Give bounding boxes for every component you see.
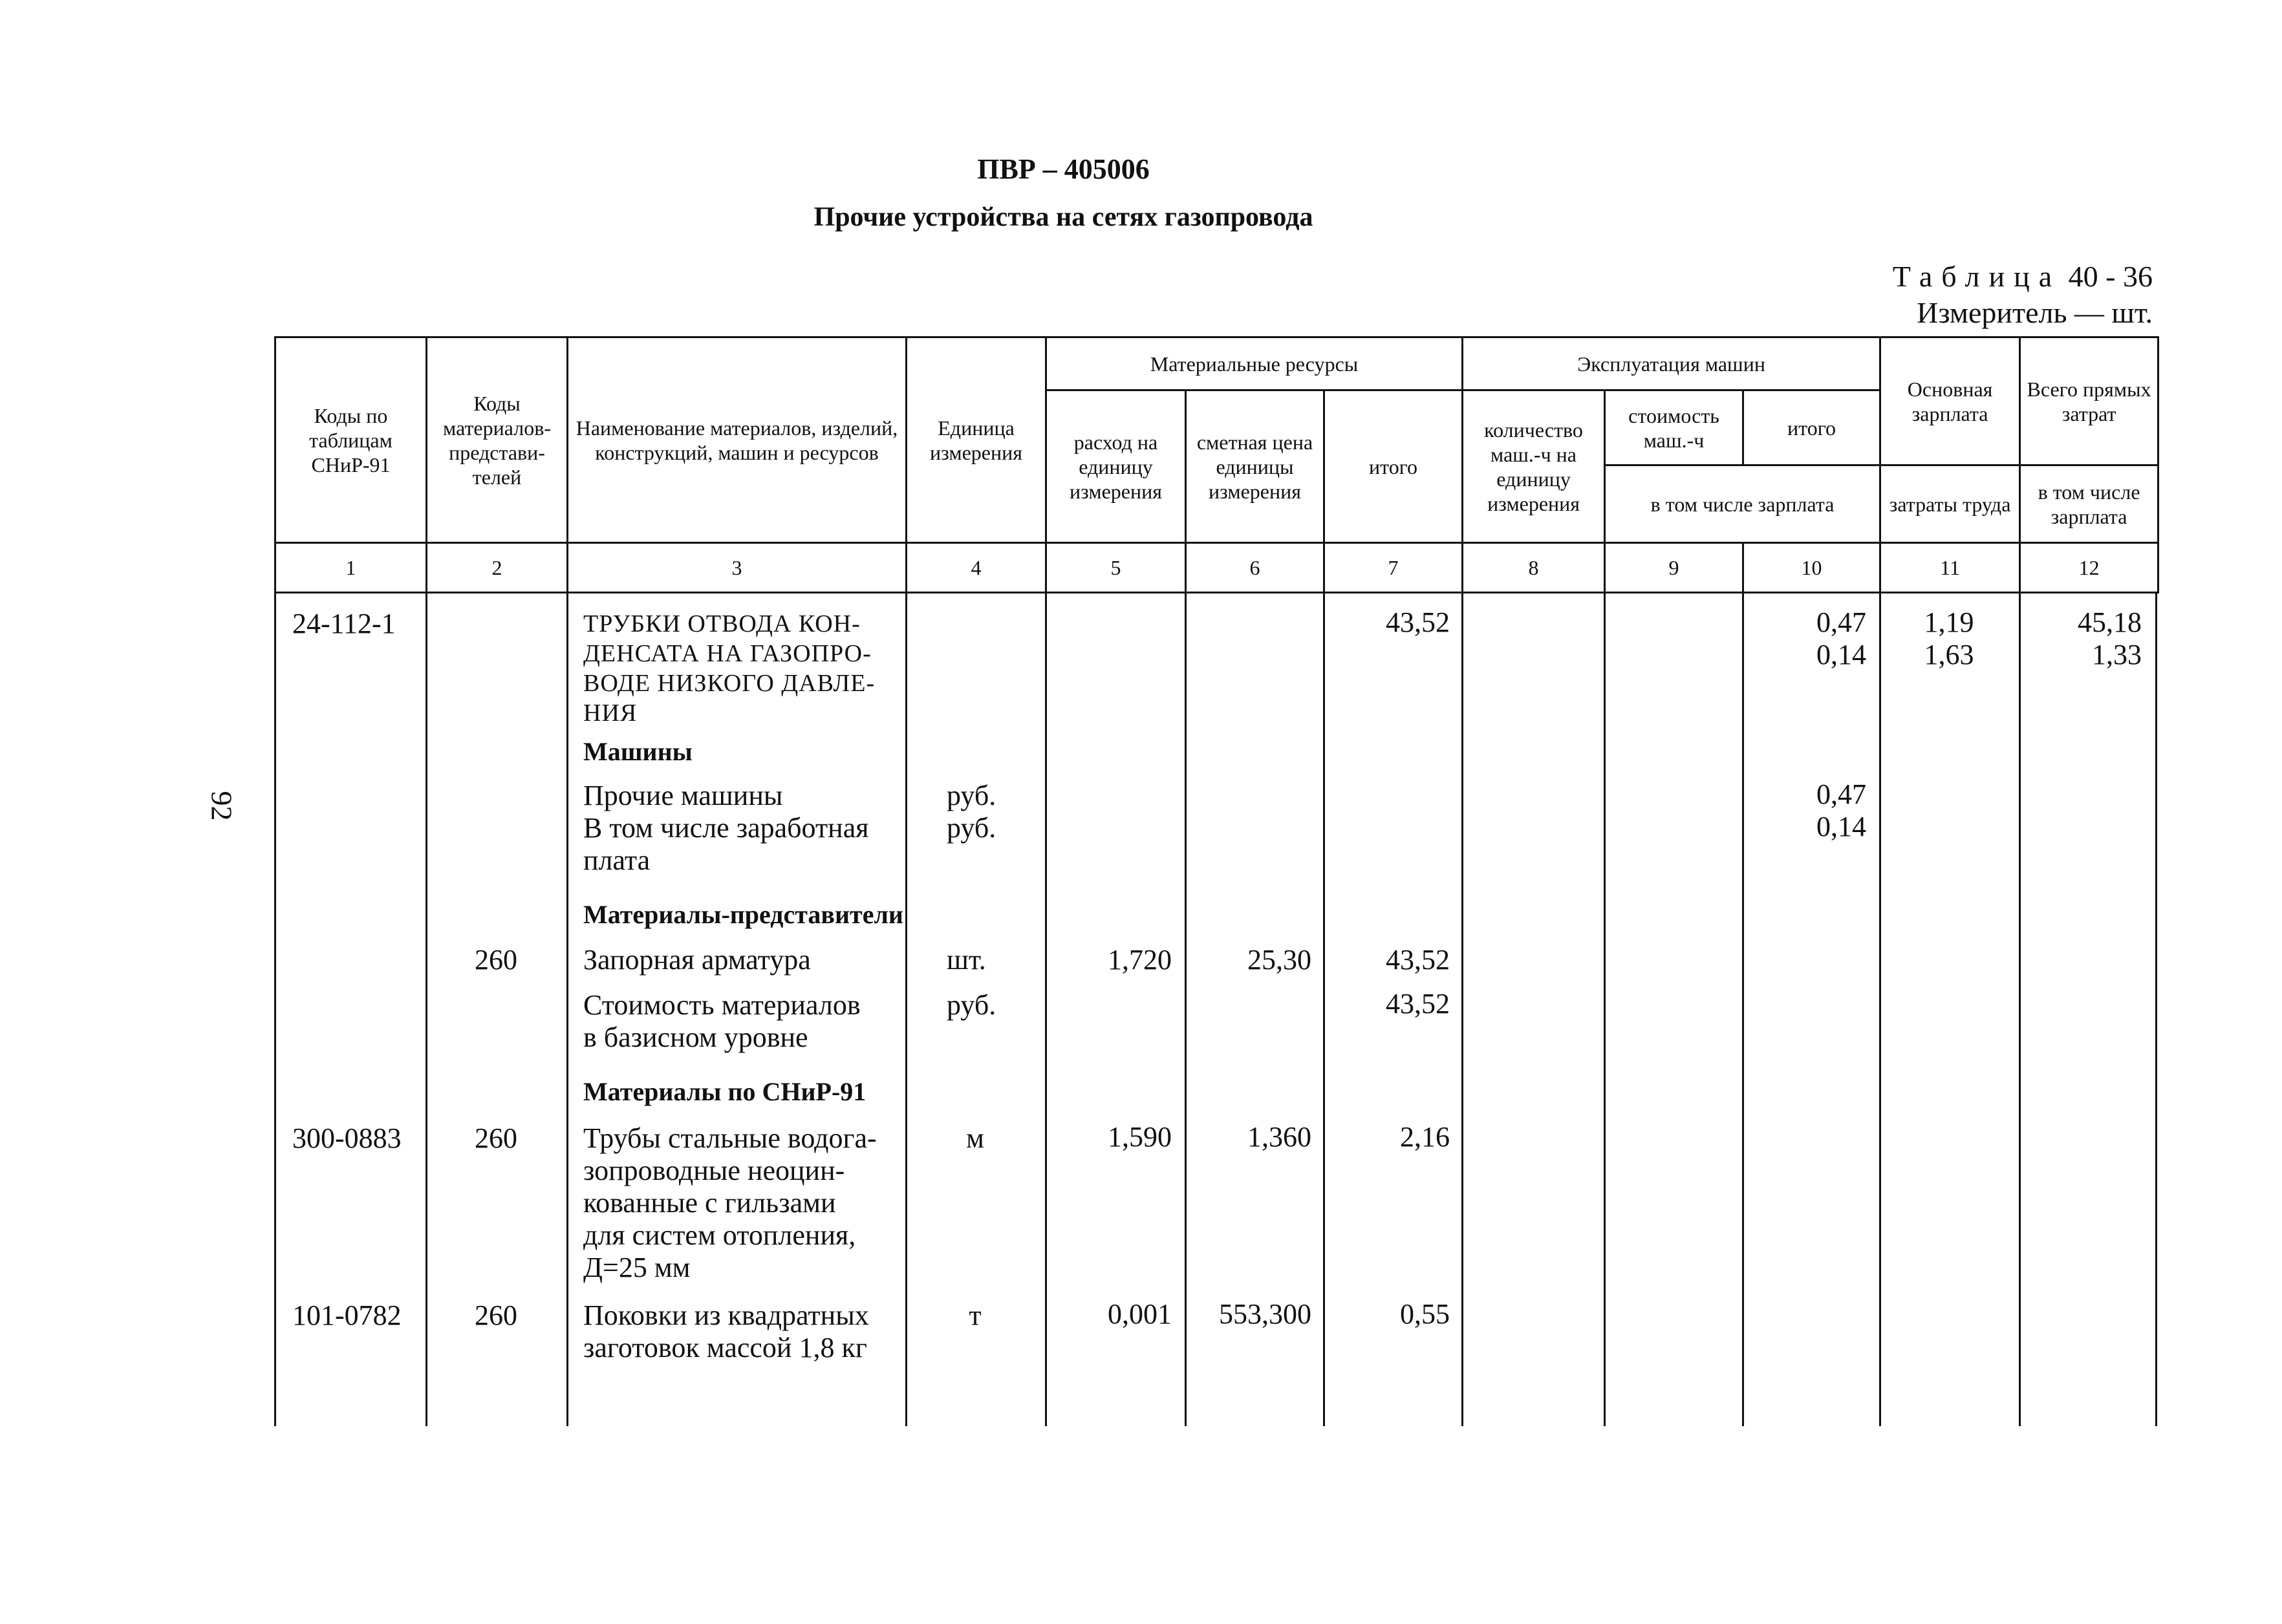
row-materials-cost-name: Стоимость материалов в базисном уровне bbox=[583, 989, 861, 1053]
row-machines-name: Прочие машины В том числе заработная плата bbox=[583, 780, 869, 876]
header-direct-salary: в том числе зарплата bbox=[2020, 465, 2158, 543]
row-forgings-code: 101-0782 bbox=[292, 1299, 402, 1331]
header-machine-salary: в том числе зарплата bbox=[1605, 465, 1880, 543]
header-machine-hours: количество маш.-ч на единицу измерения bbox=[1463, 390, 1605, 543]
column-rule bbox=[2019, 592, 2021, 1426]
column-number: 3 bbox=[568, 543, 907, 593]
column-number: 5 bbox=[1046, 543, 1186, 593]
row-forgings-name: Поковки из квадратных заготовок массой 1,8 кг bbox=[583, 1299, 869, 1363]
row-pipes-unit: м bbox=[966, 1122, 984, 1154]
header-machine-operation: Эксплуатация машин bbox=[1463, 337, 1880, 390]
column-rule bbox=[1742, 592, 1744, 1426]
document-code: ПВР – 405006 bbox=[977, 153, 1150, 185]
row-pipes-rep-code: 260 bbox=[475, 1122, 517, 1154]
row-valves-price: 25,30 bbox=[1247, 944, 1311, 976]
column-number: 7 bbox=[1324, 543, 1463, 593]
column-rule bbox=[274, 592, 276, 1426]
header-base-salary: Основная зарплата bbox=[1880, 337, 2020, 465]
row-pipes-qty: 1,590 bbox=[1108, 1121, 1172, 1153]
row-forgings-rep-code: 260 bbox=[475, 1299, 517, 1331]
column-rule bbox=[1461, 592, 1463, 1426]
column-number: 11 bbox=[1880, 543, 2020, 593]
header-unit: Единица измерения bbox=[907, 337, 1046, 543]
header-labor-costs: затраты труда bbox=[1880, 465, 2020, 543]
table-caption bbox=[1893, 259, 2153, 331]
header-snir-codes: Коды по таблицам СНиР-91 bbox=[275, 337, 427, 543]
row-machines-total: 0,47 0,14 bbox=[1816, 778, 1866, 842]
row-valves-total: 43,52 bbox=[1386, 944, 1450, 976]
header-consumption-per-unit: расход на единицу измерения bbox=[1046, 390, 1186, 543]
header-machines-total: итого bbox=[1743, 390, 1880, 465]
column-number: 12 bbox=[2020, 543, 2158, 593]
column-rule bbox=[1604, 592, 1606, 1426]
row-materials-cost-total: 43,52 bbox=[1386, 988, 1450, 1020]
column-rule bbox=[566, 592, 568, 1426]
column-number: 8 bbox=[1463, 543, 1605, 593]
row-valves-name: Запорная арматура bbox=[583, 944, 811, 976]
column-number: 9 bbox=[1605, 543, 1743, 593]
row-forgings-qty: 0,001 bbox=[1108, 1298, 1172, 1330]
header-materials-total: итого bbox=[1324, 390, 1463, 543]
header-rep-codes: Коды материалов-представи-телей bbox=[427, 337, 568, 543]
table-label-word: Таблица bbox=[1892, 260, 2061, 293]
row-forgings-price: 553,300 bbox=[1219, 1298, 1311, 1330]
table-number: 40 - 36 bbox=[2068, 260, 2153, 293]
document-title: Прочие устройства на сетях газопровода bbox=[813, 202, 1313, 232]
section-machines-heading: Машины bbox=[583, 737, 693, 766]
column-rule bbox=[2155, 592, 2157, 1426]
column-number: 6 bbox=[1186, 543, 1324, 593]
row-item-name: ТРУБКИ ОТВОДА КОН- ДЕНСАТА НА ГАЗОПРО- ВОДЕ НИЗКОГО ДАВЛЕ- НИЯ bbox=[583, 610, 876, 727]
table-number-line bbox=[1893, 259, 2153, 295]
page-number: 92 bbox=[205, 791, 239, 821]
row-valves-rep-code: 260 bbox=[475, 944, 517, 976]
column-rule bbox=[1879, 592, 1881, 1426]
header-machine-hour-cost: стоимость маш.-ч bbox=[1605, 390, 1743, 465]
column-number: 1 bbox=[275, 543, 427, 593]
column-number: 2 bbox=[427, 543, 568, 593]
row-pipes-total: 2,16 bbox=[1400, 1121, 1450, 1153]
row-forgings-unit: т bbox=[969, 1299, 982, 1331]
row-machines-unit: руб. руб. bbox=[947, 780, 996, 844]
section-materials-snir-heading: Материалы по СНиР-91 bbox=[583, 1077, 867, 1106]
header-unit-price: сметная цена единицы измерения bbox=[1186, 390, 1324, 543]
row-valves-unit: шт. bbox=[947, 944, 986, 976]
resource-table-header bbox=[274, 336, 2159, 593]
row-pipes-price: 1,360 bbox=[1247, 1121, 1311, 1153]
row-forgings-total: 0,55 bbox=[1400, 1298, 1450, 1330]
header-resource-name: Наименование материалов, изделий, конструкций, машин и ресурсов bbox=[568, 337, 907, 543]
row-item-machines-total: 0,47 0,14 bbox=[1816, 606, 1866, 670]
row-item-materials-total: 43,52 bbox=[1386, 606, 1450, 638]
row-item-code: 24-112-1 bbox=[292, 608, 396, 639]
column-number: 10 bbox=[1743, 543, 1880, 593]
resource-table-body bbox=[274, 592, 2157, 1426]
column-number: 4 bbox=[907, 543, 1046, 593]
row-item-salary: 1,19 1,63 bbox=[1924, 606, 1974, 670]
measure-unit: Измеритель — шт. bbox=[1917, 296, 2153, 329]
row-materials-cost-unit: руб. bbox=[947, 989, 996, 1021]
row-valves-qty: 1,720 bbox=[1108, 944, 1172, 976]
header-material-resources: Материальные ресурсы bbox=[1046, 337, 1463, 390]
row-pipes-name: Трубы стальные водога- зопроводные неоцин- кованные с гильзами для систем отопления, Д=25 мм bbox=[583, 1122, 877, 1283]
section-materials-rep-heading: Материалы-представители bbox=[583, 900, 903, 929]
row-pipes-code: 300-0883 bbox=[292, 1122, 402, 1154]
header-total-direct-costs: Всего прямых затрат bbox=[2020, 337, 2158, 465]
row-item-direct-costs: 45,18 1,33 bbox=[2078, 606, 2142, 670]
